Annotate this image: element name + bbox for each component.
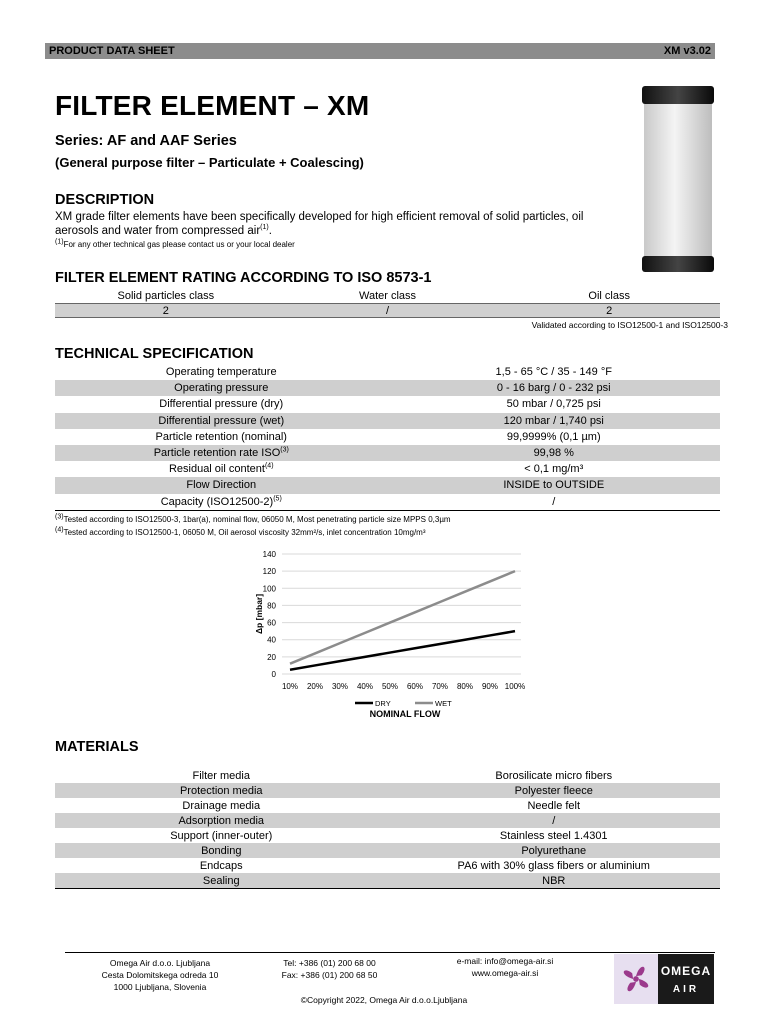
footer-phone xyxy=(262,957,397,981)
materials-label: Support (inner-outer) xyxy=(170,829,273,842)
logo-word-omega: OMEGA xyxy=(660,963,712,978)
spec-row xyxy=(55,396,720,412)
spec-label xyxy=(55,382,388,394)
rating-header-row xyxy=(55,288,720,303)
spec-label-text: Differential pressure (dry) xyxy=(159,398,284,411)
materials-row xyxy=(55,798,720,813)
footnote-4-sup: (4) xyxy=(55,526,64,534)
materials-value: / xyxy=(552,814,556,827)
materials-row xyxy=(55,873,720,888)
spec-label xyxy=(55,398,388,410)
rating-table xyxy=(55,288,720,318)
y-tick-label: 20 xyxy=(267,652,276,662)
address-line: Omega Air d.o.o. Ljubljana xyxy=(109,958,211,968)
materials-label: Bonding xyxy=(201,844,242,857)
copyright: ©Copyright 2022, Omega Air d.o.o.Ljubljana xyxy=(300,995,468,1005)
materials-label: Endcaps xyxy=(199,859,243,872)
description-sup: (1) xyxy=(260,224,269,232)
subtitle-line: (General purpose filter – Particulate + Coalescing) xyxy=(55,155,364,170)
phone-line: Tel: +386 (01) 200 68 00 xyxy=(283,958,376,968)
materials-label: Protection media xyxy=(179,784,263,797)
x-tick-label: 60% xyxy=(406,682,424,691)
materials-value: Stainless steel 1.4301 xyxy=(499,829,608,842)
filter-cartridge-image xyxy=(640,86,716,272)
description-heading: DESCRIPTION xyxy=(55,192,155,208)
rating-heading: FILTER ELEMENT RATING ACCORDING TO ISO 8573-1 xyxy=(55,270,432,286)
y-tick-label: 120 xyxy=(262,567,276,577)
rating-header: Oil class xyxy=(588,289,630,302)
rating-value-row xyxy=(55,303,720,318)
spec-value: 99,98 % xyxy=(533,447,574,460)
materials-label: Sealing xyxy=(202,874,240,887)
description-note-text: For any other technical gas please contact us or your local dealer xyxy=(63,240,295,249)
footnote-4-text: Tested according to ISO12500-1, 06050 M, Oil aerosol viscosity 32mm²/s, inlet concentration 10mg/m³ xyxy=(63,528,426,537)
spec-row xyxy=(55,413,720,429)
y-tick-label: 80 xyxy=(267,601,276,611)
spec-label xyxy=(55,463,388,475)
materials-row xyxy=(55,813,720,828)
materials-heading: MATERIALS xyxy=(55,739,139,755)
x-tick-label: 100% xyxy=(504,682,526,691)
materials-row xyxy=(55,783,720,798)
y-tick-label: 60 xyxy=(267,618,276,628)
spec-label xyxy=(55,366,388,378)
spec-label-text: Differential pressure (wet) xyxy=(158,414,285,427)
footnote-4 xyxy=(55,528,426,537)
x-tick-label: 50% xyxy=(381,682,399,691)
spec-value: 99,9999% (0,1 µm) xyxy=(506,430,601,443)
spec-label xyxy=(55,415,388,427)
spec-label-sup: (3) xyxy=(280,446,289,454)
footnote-3-text: Tested according to ISO12500-3, 1bar(a), nominal flow, 06050 M, Most penetrating particle size MPPS 0,3µm xyxy=(63,515,451,524)
website-link[interactable]: www.omega-air.si xyxy=(471,968,539,978)
spec-value: / xyxy=(552,495,556,508)
footer-divider xyxy=(65,952,715,953)
spec-label-text: Residual oil content xyxy=(168,463,265,476)
spec-heading: TECHNICAL SPECIFICATION xyxy=(55,346,254,362)
spec-row xyxy=(55,494,720,510)
materials-value: Needle felt xyxy=(527,799,581,812)
description-note xyxy=(55,240,295,249)
footnote-3-sup: (3) xyxy=(55,513,64,521)
spec-row xyxy=(55,380,720,396)
materials-label: Filter media xyxy=(192,769,250,782)
description-note-sup: (1) xyxy=(55,238,64,246)
spec-value: 120 mbar / 1,740 psi xyxy=(503,414,604,427)
header-left: PRODUCT DATA SHEET xyxy=(49,45,175,57)
rating-header: Water class xyxy=(358,289,417,302)
header-bar xyxy=(45,43,715,59)
legend-label: DRY xyxy=(375,699,391,708)
spec-label xyxy=(55,431,388,443)
spec-label-sup: (4) xyxy=(264,462,274,470)
x-tick-label: 10% xyxy=(281,682,299,691)
spec-label xyxy=(55,479,388,491)
propeller-icon xyxy=(617,960,655,998)
spec-label xyxy=(55,447,388,459)
description-end: . xyxy=(268,225,272,237)
y-tick-label: 40 xyxy=(267,635,276,645)
spec-row xyxy=(55,461,720,477)
materials-value: NBR xyxy=(542,874,566,887)
y-tick-label: 100 xyxy=(262,584,276,594)
pressure-drop-chart xyxy=(250,546,530,726)
materials-label: Drainage media xyxy=(182,799,261,812)
spec-row xyxy=(55,429,720,445)
spec-table xyxy=(55,364,720,511)
rating-value: 2 xyxy=(162,304,169,317)
materials-value: Borosilicate micro fibers xyxy=(495,769,613,782)
spec-value: 0 - 16 barg / 0 - 232 psi xyxy=(496,382,611,395)
materials-row xyxy=(55,828,720,843)
spec-label xyxy=(55,496,388,508)
fax-line: Fax: +386 (01) 200 68 50 xyxy=(281,970,378,980)
footnote-3 xyxy=(55,515,451,524)
materials-value: Polyester fleece xyxy=(514,784,593,797)
x-tick-label: 30% xyxy=(331,682,349,691)
validated-note: Validated according to ISO12500-1 and ISO12500-3 xyxy=(531,320,728,330)
logo-word-air: AIR xyxy=(672,983,700,995)
rating-value: / xyxy=(385,304,390,317)
header-right: XM v3.02 xyxy=(663,45,711,57)
x-tick-label: 70% xyxy=(431,682,449,691)
x-tick-label: 90% xyxy=(481,682,499,691)
materials-table xyxy=(55,768,720,889)
x-tick-label: 40% xyxy=(356,682,374,691)
spec-label-text: Capacity (ISO12500-2) xyxy=(160,495,274,508)
description-body: XM grade filter elements have been specifically developed for high efficient removal of solid particles, oil aerosols and water from compressed air xyxy=(55,211,584,237)
y-axis-label: Δp [mbar] xyxy=(254,593,264,635)
address-line: Cesta Dolomitskega odreda 10 xyxy=(101,970,219,980)
materials-row xyxy=(55,768,720,783)
spec-label-text: Operating pressure xyxy=(174,382,269,395)
y-tick-label: 140 xyxy=(262,550,276,559)
rating-header: Solid particles class xyxy=(117,289,215,302)
spec-value: 50 mbar / 0,725 psi xyxy=(506,398,601,411)
footer-address xyxy=(80,957,240,993)
materials-label: Adsorption media xyxy=(178,814,265,827)
y-tick-label: 0 xyxy=(271,670,276,679)
materials-row xyxy=(55,843,720,858)
description-text xyxy=(55,210,630,238)
spec-label-text: Particle retention rate ISO xyxy=(153,447,281,460)
legend-label: WET xyxy=(435,699,452,708)
footer-web xyxy=(430,955,580,979)
rating-value: 2 xyxy=(606,304,613,317)
spec-row xyxy=(55,445,720,461)
spec-label-text: Flow Direction xyxy=(186,479,257,492)
spec-row xyxy=(55,477,720,493)
spec-value: INSIDE to OUTSIDE xyxy=(503,479,605,492)
spec-label-text: Operating temperature xyxy=(165,366,277,379)
spec-row xyxy=(55,364,720,380)
materials-row xyxy=(55,858,720,873)
spec-value: 1,5 - 65 °C / 35 - 149 °F xyxy=(495,366,612,379)
x-tick-label: 80% xyxy=(456,682,474,691)
email-link[interactable]: e-mail: info@omega-air.si xyxy=(456,956,554,966)
materials-value: PA6 with 30% glass fibers or aluminium xyxy=(457,859,650,872)
x-tick-label: 20% xyxy=(306,682,324,691)
spec-label-sup: (5) xyxy=(273,494,282,502)
spec-label-text: Particle retention (nominal) xyxy=(155,430,287,443)
spec-value: < 0,1 mg/m³ xyxy=(524,463,584,476)
materials-value: Polyurethane xyxy=(521,844,587,857)
address-line: 1000 Ljubljana, Slovenia xyxy=(113,982,207,992)
series-line: Series: AF and AAF Series xyxy=(55,133,237,149)
x-axis-label: NOMINAL FLOW xyxy=(369,709,441,719)
page-title: FILTER ELEMENT – XM xyxy=(55,90,370,121)
